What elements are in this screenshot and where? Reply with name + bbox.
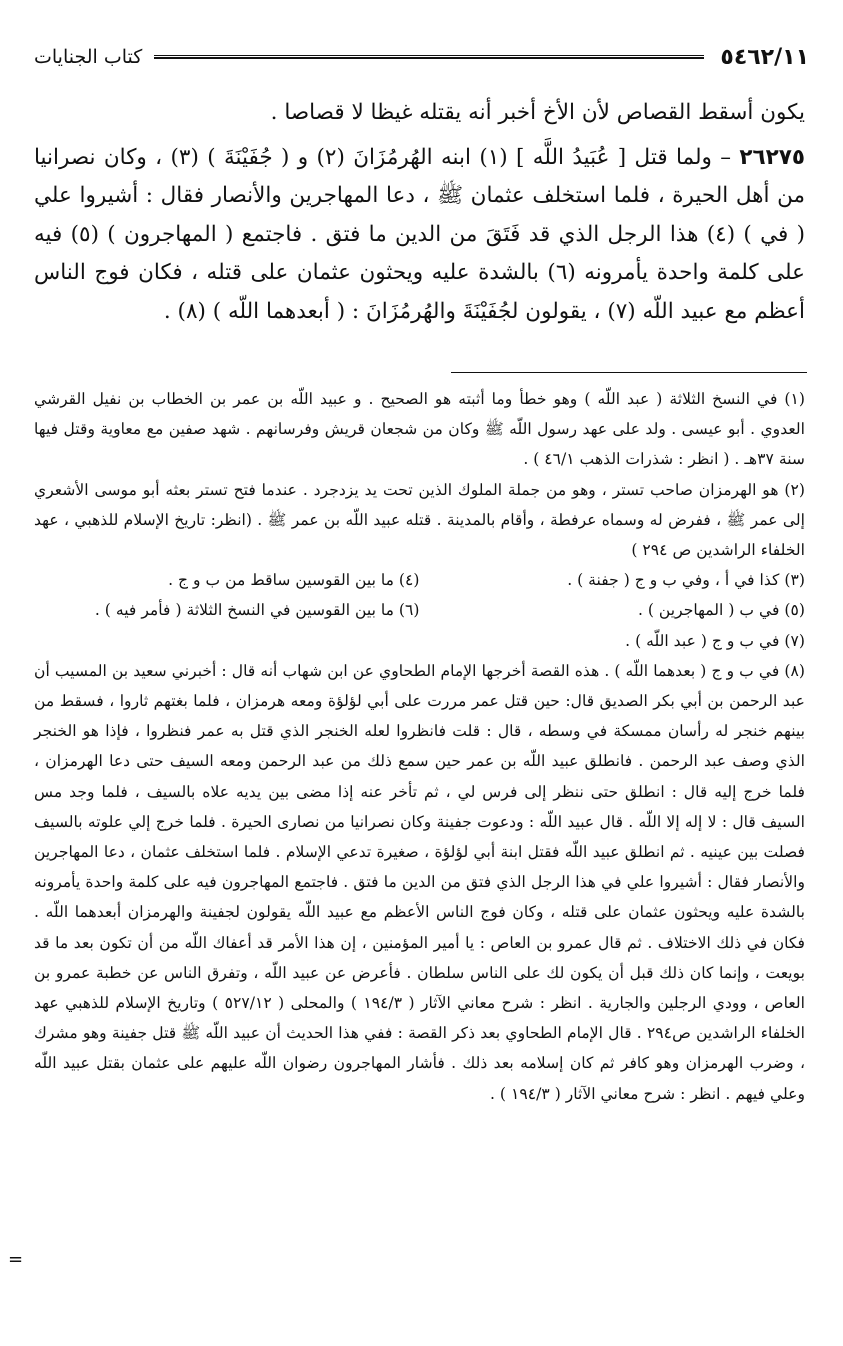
page-number: ٥٤٦٢/١١	[720, 44, 809, 70]
footnote-3: (٣) كذا في أ ، وفي ب و ج ( جفنة ) .	[567, 571, 805, 590]
footnote-5: (٥) في ب ( المهاجرين ) .	[637, 601, 805, 620]
footnote-separator	[451, 372, 807, 373]
footnote-6: (٦) ما بين القوسين في النسخ الثلاثة ( فأمر فيه ) .	[94, 601, 420, 620]
footnote-row	[34, 595, 805, 625]
page-header	[34, 40, 809, 74]
header-rule	[154, 55, 704, 59]
footnote-row	[34, 565, 805, 595]
continuation-mark: =	[8, 1249, 24, 1270]
footnote-2: (٢) هو الهرمزان صاحب تستر ، وهو من جملة الملوك الذين تحت يد يزدجرد . عندما فتح تستر بعثه أبو موسى الأشعري إلى عمر ﷺ ، ففرض له وسماه عرفطة ، وأقام بالمدينة . قتله عبيد اللّه بن عمر ﷺ . (انظر: تاريخ الإسلام للذهبي ، عهد الخلفاء الراشدين ص ٢٩٤ )	[34, 480, 805, 560]
footnote-1: (١) في النسخ الثلاثة ( عبد اللّه ) وهو خطأ وما أثبته هو الصحيح . و عبيد اللّه بن عمر بن الخطاب بن نفيل القرشي العدوي . أبو عيسى . ولد على عهد رسول اللّه ﷺ وكان من شجعان قريش وفرسانهم . شهد صفين مع معاوية وقتل فيها سنة ٣٧هـ . ( انظر : شذرات الذهب ٤٦/١ ) .	[34, 390, 805, 469]
main-text	[34, 94, 805, 337]
hadith-paragraph	[34, 139, 805, 332]
footnote-4: (٤) ما بين القوسين ساقط من ب و ج .	[168, 571, 420, 590]
hadith-text: – ولما قتل [ عُبَيدُ اللَّه ] (١) ابنه الهُرمُزَانَ (٢) و ( جُفَيْنَةَ ) (٣) ، وكان نصرانيا من أهل الحيرة ، فلما استخلف عثمان ﷺ ، دعا المهاجرين والأنصار فقال : أشيروا علي ( في ) (٤) هذا الرجل الذي قد فَتَقَ من الدين ما فتق . فاجتمع ( المهاجرون ) (٥) فيه على كلمة واحدة يأمرونه (٦) بالشدة عليه ويحثون عثمان على قتله ، فكان فوج الناس أعظم مع عبيد اللّه (٧) ، يقولون لجُفَيْنَةَ والهُرمُزَانَ : ( أبعدهما اللّه ) (٨) .	[34, 144, 806, 324]
hadith-number: ٢٦٢٧٥	[739, 144, 805, 170]
footnote-7: (٧) في ب و ج ( عبد اللّه ) .	[625, 631, 805, 650]
book-title: كتاب الجنايات	[34, 46, 143, 68]
footnote-8: (٨) في ب و ج ( بعدهما اللّه ) . هذه القصة أخرجها الإمام الطحاوي عن ابن شهاب أنه قال : أخبرني سعيد بن المسيب أن عبد الرحمن بن أبي بكر الصديق قال: حين قتل عمر مررت على أبي لؤلؤة ومعه هرمزان ، فلما بغتهم ثاروا ، فسقط من بينهم خنجر له رأسان ممسكة في وسطه ، قال : قلت فانظروا لعله الخنجر الذي قتل به عمر فنظروا ، فإذا هو الخنجر الذي وصف عبد الرحمن . فانطلق عبيد اللّه بن عمر حين سمع ذلك من عبد الرحمن ومعه السيف حتى دعا الهرمزان ، فلما خرج إليه قال : انطلق حتى ننظر إلى فرس لي ، ثم تأخر عنه إذا مضى بين يديه علاه بالسيف ، فلما وجد مس السيف قال : لا إله إلا اللّه . قال عبيد اللّه : ودعوت جفينة وكان نصرانيا من نصارى الحيرة . فلما خرج إلي علوته بالسيف فصلت بين عينيه . ثم انطلق عبيد اللّه فقتل ابنة أبي لؤلؤة ، صغيرة تدعي الإسلام . فلما استخلف عثمان ، دعا المهاجرين والأنصار فقال : أشيروا علي في هذا الرجل الذي فتق من الدين ما فتق . فاجتمع المهاجرون فيه على كلمة واحدة يأمرونه بالشدة عليه ويحثون عثمان على قتله ، وكان فوج الناس الأعظم مع عبيد اللّه يقولون لجفينة والهرمزان أبعدهما اللّه . فكان في ذلك الاختلاف . ثم قال عمرو بن العاص : يا أمير المؤمنين ، إن هذا الأمر قد أعفاك اللّه من أن تكون بعد ما قد بويعت ، وإنما كان ذلك قبل أن يكون لك على الناس سلطان . فأعرض عن عبيد اللّه ، وتفرق الناس عن خطبة عمرو بن العاص ، وودي الرجلين والجارية . انظر : شرح معاني الآثار ( ١٩٤/٣ ) والمحلى ( ٥٢٧/١٢ ) وتاريخ الإسلام للذهبي عهد الخلفاء الراشدين ص٢٩٤ . قال الإمام الطحاوي بعد ذكر القصة : ففي هذا الحديث أن عبيد اللّه ﷺ قتل جفينة وهو مشرك ، وضرب الهرمزان وهو كافر ثم كان إسلامه بعد ذلك . فأشار المهاجرون رضوان اللّه عليهم على عثمان بقتل عبيد اللّه وعلي فيهم . انظر : شرح معاني الآثار ( ١٩٤/٣ ) .	[34, 661, 805, 1103]
paragraph-continuation: يكون أسقط القصاص لأن الأخ أخبر أنه يقتله غيظا لا قصاصا .	[270, 100, 805, 125]
footnotes	[34, 384, 805, 1109]
